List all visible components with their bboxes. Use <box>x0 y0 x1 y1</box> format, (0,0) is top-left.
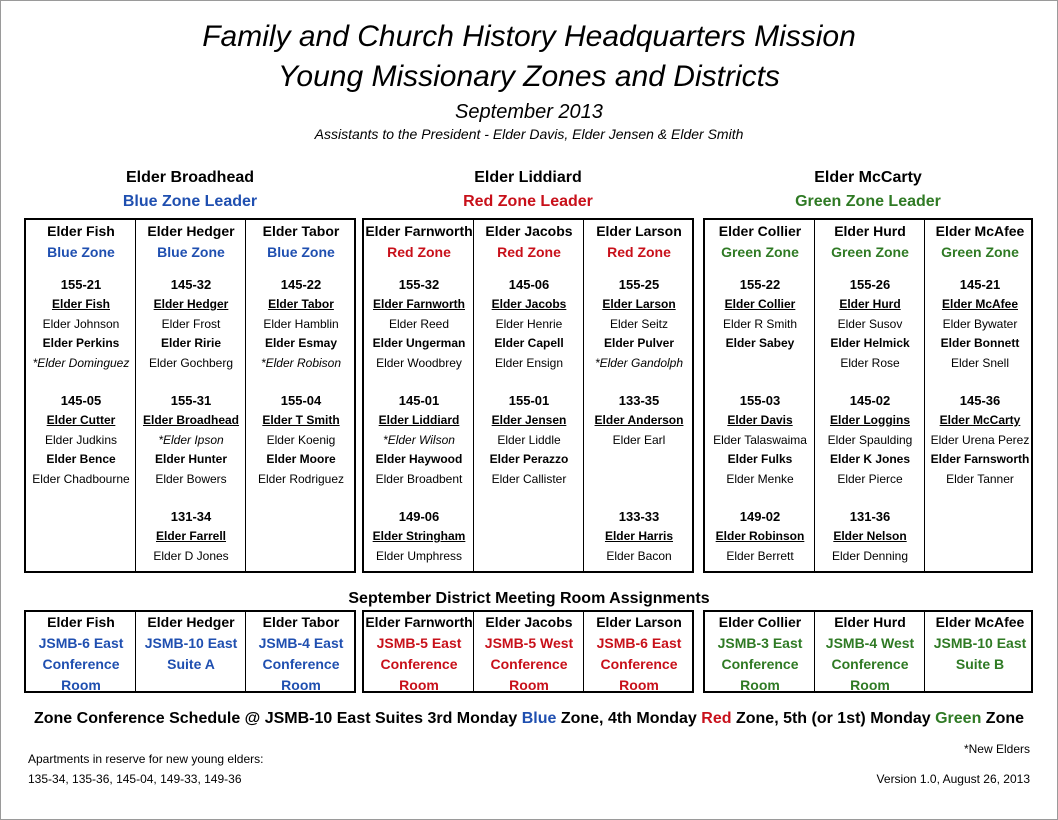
meeting-leader: Elder Hurd <box>834 614 906 630</box>
elder-name: *Elder Robison <box>260 355 342 370</box>
elder-name: Elder Seitz <box>609 316 669 331</box>
elder-name: Elder Moore <box>266 452 336 466</box>
schedule-green: Green <box>935 710 982 727</box>
elder-name: Elder Broadhead <box>142 413 240 427</box>
elder-name: Elder Woodbrey <box>376 355 462 370</box>
district-column <box>246 220 356 571</box>
elder-name: Elder Robinson <box>715 529 805 543</box>
apartment-number: 155-03 <box>739 393 781 408</box>
elder-name: Elder Larson <box>602 297 676 311</box>
elder-name: Elder Ririe <box>160 336 222 350</box>
schedule-prefix: Zone Conference Schedule @ JSMB-10 East Suites 3rd Monday <box>33 710 518 727</box>
apartment-number: 145-06 <box>508 277 550 292</box>
zone-leader-name: Elder Broadhead <box>125 169 255 186</box>
elder-name: Elder Urena Perez <box>930 432 1030 447</box>
elder-name: Elder Spaulding <box>827 432 913 447</box>
meeting-room-line: JSMB-6 East <box>596 635 682 651</box>
district-leader: Elder Larson <box>596 223 682 239</box>
elder-name: Elder Cutter <box>46 413 116 427</box>
elder-name: Elder Esmay <box>264 336 338 350</box>
meeting-room-line: Suite A <box>167 656 215 672</box>
meeting-room-line: JSMB-10 East <box>144 635 238 651</box>
assistants-line: Assistants to the President - Elder Davis, Elder Jensen & Elder Smith <box>314 126 744 142</box>
elder-name: Elder Nelson <box>833 529 907 543</box>
apartment-number: 155-26 <box>849 277 891 292</box>
meeting-room-line: JSMB-6 East <box>38 635 124 651</box>
elder-name: Elder Berrett <box>726 548 794 563</box>
meeting-cell <box>26 612 136 696</box>
elder-name: Elder Pierce <box>837 471 903 486</box>
district-leader: Elder Hedger <box>147 223 235 239</box>
elder-name: Elder Bowers <box>155 471 227 486</box>
meeting-room-line: Conference <box>721 656 799 672</box>
apartment-number: 155-32 <box>398 277 440 292</box>
meeting-cell <box>584 612 694 696</box>
meeting-room-line: Conference <box>600 656 678 672</box>
district-column <box>705 220 815 571</box>
district-column <box>815 220 925 571</box>
meeting-leader: Elder Hedger <box>147 614 235 630</box>
meeting-leader: Elder Tabor <box>262 614 340 630</box>
zone-block <box>24 218 356 573</box>
district-zone: Red Zone <box>607 244 671 260</box>
meeting-cell <box>364 612 474 696</box>
meeting-room-line: JSMB-10 East <box>933 635 1027 651</box>
elder-name: Elder Bence <box>46 452 116 466</box>
district-column <box>584 220 694 571</box>
meeting-room-line: Room <box>740 677 780 693</box>
elder-name: Elder Fish <box>51 297 110 311</box>
new-elders-note: *New Elders <box>963 742 1030 756</box>
elder-name: Elder Capell <box>494 336 564 350</box>
district-zone: Green Zone <box>721 244 799 260</box>
meeting-leader: Elder Larson <box>596 614 682 630</box>
elder-name: Elder Hunter <box>154 452 227 466</box>
schedule-blue: Blue <box>521 710 557 727</box>
elder-name: Elder Callister <box>491 471 567 486</box>
elder-name: Elder Bywater <box>942 316 1018 331</box>
district-column <box>136 220 246 571</box>
elder-name: Elder Loggins <box>829 413 910 427</box>
schedule-part2: Zone, 4th Monday <box>560 710 697 727</box>
page-date: September 2013 <box>455 101 603 123</box>
elder-name: Elder Bonnett <box>940 336 1020 350</box>
meeting-block <box>24 610 356 693</box>
reserve-label: Apartments in reserve for new young elders: <box>28 752 264 766</box>
apartment-number: 145-36 <box>959 393 1001 408</box>
meeting-room-line: Room <box>850 677 890 693</box>
meeting-room-line: Conference <box>490 656 568 672</box>
elder-name: Elder T Smith <box>262 413 340 427</box>
meeting-room-line: Conference <box>831 656 909 672</box>
elder-name: Elder Tanner <box>946 471 1014 486</box>
elder-name: Elder Perkins <box>42 336 120 350</box>
elder-name: Elder Susov <box>837 316 903 331</box>
elder-name: Elder Anderson <box>594 413 684 427</box>
elder-name: Elder Johnson <box>42 316 120 331</box>
apartment-number: 131-36 <box>849 509 891 524</box>
meeting-block <box>362 610 694 693</box>
apartment-number: 149-06 <box>398 509 440 524</box>
elder-name: Elder McAfee <box>941 297 1019 311</box>
apartment-number: 145-22 <box>280 277 322 292</box>
elder-name: Elder Farrell <box>155 529 227 543</box>
meeting-room-line: Room <box>399 677 439 693</box>
elder-name: Elder D Jones <box>153 548 229 563</box>
elder-name: Elder Rose <box>840 355 900 370</box>
apartment-number: 145-32 <box>170 277 212 292</box>
reserve-list: 135-34, 135-36, 145-04, 149-33, 149-36 <box>28 772 242 786</box>
meeting-room-line: JSMB-4 East <box>258 635 344 651</box>
district-leader: Elder Hurd <box>834 223 906 239</box>
elder-name: Elder Liddiard <box>378 413 460 427</box>
elder-name: Elder Umphress <box>375 548 463 563</box>
district-zone: Red Zone <box>497 244 561 260</box>
elder-name: Elder Hamblin <box>263 316 339 331</box>
meeting-room-line: JSMB-4 West <box>825 635 915 651</box>
apartment-number: 145-02 <box>849 393 891 408</box>
elder-name: Elder Ungerman <box>372 336 466 350</box>
elder-name: Elder Judkins <box>44 432 118 447</box>
district-column <box>474 220 584 571</box>
elder-name: Elder Fulks <box>727 452 793 466</box>
district-zone: Blue Zone <box>47 244 115 260</box>
elder-name: Elder Earl <box>612 432 666 447</box>
schedule-red: Red <box>701 710 732 727</box>
elder-name: *Elder Wilson <box>383 432 455 447</box>
district-column <box>26 220 136 571</box>
apartment-number: 155-25 <box>618 277 660 292</box>
elder-name: Elder Talaswaima <box>713 432 807 447</box>
meeting-room-line: Conference <box>262 656 340 672</box>
meeting-leader: Elder Jacobs <box>485 614 573 630</box>
meeting-cell <box>474 612 584 696</box>
elder-name: Elder Reed <box>388 316 450 331</box>
meeting-cell <box>136 612 246 675</box>
elder-name: Elder Snell <box>950 355 1010 370</box>
meeting-cell <box>246 612 356 696</box>
apartment-number: 133-35 <box>618 393 660 408</box>
elder-name: Elder Stringham <box>372 529 466 543</box>
zone-leader-name: Elder McCarty <box>814 169 922 186</box>
district-zone: Blue Zone <box>157 244 225 260</box>
elder-name: Elder Perazzo <box>489 452 569 466</box>
elder-name: Elder Denning <box>831 548 909 563</box>
meeting-room-line: Room <box>619 677 659 693</box>
apartment-number: 133-33 <box>618 509 660 524</box>
zone-leader-title: Green Zone Leader <box>795 193 941 210</box>
district-leader: Elder McAfee <box>935 223 1025 239</box>
elder-name: Elder Koenig <box>266 432 336 447</box>
meeting-leader: Elder McAfee <box>935 614 1025 630</box>
apartment-number: 131-34 <box>170 509 212 524</box>
district-zone: Green Zone <box>831 244 909 260</box>
meeting-leader: Elder Farnworth <box>365 614 473 630</box>
elder-name: Elder Henrie <box>495 316 563 331</box>
meeting-room-line: Conference <box>42 656 120 672</box>
apartment-number: 155-01 <box>508 393 550 408</box>
elder-name: Elder Harris <box>604 529 674 543</box>
elder-name: Elder Jacobs <box>491 297 567 311</box>
meeting-block <box>703 610 1033 693</box>
district-zone: Blue Zone <box>267 244 335 260</box>
elder-name: Elder Tabor <box>268 297 334 311</box>
district-leader: Elder Fish <box>47 223 115 239</box>
meeting-room-line: JSMB-5 East <box>376 635 462 651</box>
district-leader: Elder Jacobs <box>485 223 573 239</box>
apartment-number: 155-21 <box>60 277 102 292</box>
elder-name: Elder Pulver <box>603 336 675 350</box>
elder-name: Elder Farnsworth <box>930 452 1030 466</box>
elder-name: Elder Frost <box>161 316 221 331</box>
elder-name: Elder Hurd <box>839 297 901 311</box>
zone-block <box>703 218 1033 573</box>
meeting-room-line: Suite B <box>955 656 1005 672</box>
meeting-cell <box>815 612 925 696</box>
elder-name: Elder Gochberg <box>148 355 234 370</box>
elder-name: Elder Chadbourne <box>32 471 130 486</box>
apartment-number: 149-02 <box>739 509 781 524</box>
meeting-room-line: JSMB-3 East <box>717 635 803 651</box>
apartment-number: 155-04 <box>280 393 322 408</box>
district-column <box>925 220 1035 571</box>
meeting-cell <box>705 612 815 696</box>
schedule-part3: Zone, 5th (or 1st) Monday <box>735 710 931 727</box>
meeting-room-line: Room <box>509 677 549 693</box>
apartment-number: 155-22 <box>739 277 781 292</box>
elder-name: Elder Bacon <box>606 548 672 563</box>
meeting-leader: Elder Collier <box>718 614 802 630</box>
page-title: Family and Church History Headquarters Mission <box>202 20 856 53</box>
elder-name: Elder Helmick <box>830 336 910 350</box>
meeting-rooms-title: September District Meeting Room Assignments <box>348 590 710 607</box>
elder-name: Elder Broadbent <box>375 471 463 486</box>
elder-name: Elder Menke <box>726 471 794 486</box>
apartment-number: 145-05 <box>60 393 102 408</box>
apartment-number: 145-21 <box>959 277 1001 292</box>
conference-schedule <box>0 710 1058 728</box>
zone-block <box>362 218 694 573</box>
district-leader: Elder Tabor <box>262 223 340 239</box>
district-zone: Red Zone <box>387 244 451 260</box>
elder-name: Elder R Smith <box>722 316 798 331</box>
meeting-leader: Elder Fish <box>47 614 115 630</box>
elder-name: Elder Farnworth <box>372 297 465 311</box>
district-zone: Green Zone <box>941 244 1019 260</box>
schedule-suffix: Zone <box>985 710 1025 727</box>
meeting-room-line: JSMB-5 West <box>484 635 574 651</box>
elder-name: Elder Hedger <box>153 297 229 311</box>
elder-name: Elder Jensen <box>491 413 567 427</box>
meeting-room-line: Conference <box>380 656 458 672</box>
district-leader: Elder Collier <box>718 223 802 239</box>
zone-leader-title: Red Zone Leader <box>463 193 593 210</box>
elder-name: *Elder Gandolph <box>594 355 684 370</box>
version-note: Version 1.0, August 26, 2013 <box>876 772 1030 786</box>
zone-leader-name: Elder Liddiard <box>474 169 582 186</box>
elder-name: Elder Collier <box>724 297 796 311</box>
elder-name: Elder Haywood <box>375 452 463 466</box>
elder-name: Elder McCarty <box>939 413 1021 427</box>
elder-name: Elder Ensign <box>494 355 564 370</box>
elder-name: *Elder Ipson <box>158 432 224 447</box>
apartment-number: 155-31 <box>170 393 212 408</box>
meeting-room-line: Room <box>61 677 101 693</box>
page-subtitle: Young Missionary Zones and Districts <box>278 60 780 93</box>
elder-name: Elder K Jones <box>829 452 911 466</box>
apartment-number: 145-01 <box>398 393 440 408</box>
elder-name: Elder Sabey <box>725 336 795 350</box>
meeting-room-line: Room <box>281 677 321 693</box>
meeting-cell <box>925 612 1035 675</box>
elder-name: Elder Liddle <box>497 432 561 447</box>
elder-name: *Elder Dominguez <box>32 355 130 370</box>
elder-name: Elder Davis <box>727 413 793 427</box>
elder-name: Elder Rodriguez <box>257 471 345 486</box>
district-leader: Elder Farnworth <box>365 223 473 239</box>
zone-leader-title: Blue Zone Leader <box>122 193 258 210</box>
district-column <box>364 220 474 571</box>
